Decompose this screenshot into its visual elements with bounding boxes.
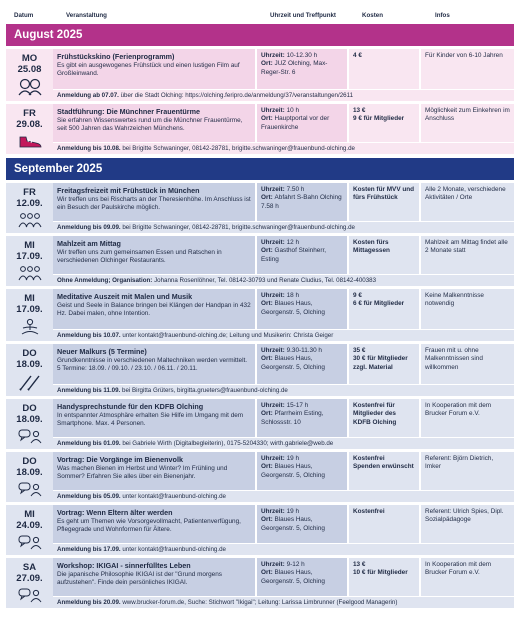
- registration-details: unter kontakt@frauenbund-olching.de: [120, 546, 226, 553]
- event-time-line: [261, 455, 343, 463]
- registration-deadline: Anmeldung bis 17.09.: [57, 546, 121, 553]
- time-label: Uhrzeit:: [261, 107, 287, 114]
- event-registration: [53, 597, 514, 608]
- event-day: 17.09.: [16, 304, 43, 315]
- event-cost: Kostenfrei für Mitglieder des KDFB Olching: [353, 402, 397, 426]
- event-cells: [53, 104, 514, 142]
- event-description-cell: [53, 399, 255, 437]
- event-time-place-cell: [257, 452, 347, 490]
- month-bar-september: September 2025: [6, 158, 514, 180]
- event-cost-cell: [349, 236, 419, 274]
- august-event-list: [6, 49, 514, 154]
- registration-details: unter kontakt@frauenbund-olching.de: [120, 493, 226, 500]
- event-place-line: [261, 355, 343, 372]
- event-body: [53, 344, 514, 396]
- event-info: Frauen mit u. ohne Malkenntnissen sind willkommen: [425, 347, 483, 371]
- event-description-cell: [53, 558, 255, 596]
- event-cost-cell: [349, 289, 419, 329]
- registration-deadline: Anmeldung bis 10.08.: [57, 145, 121, 152]
- event-cost: 13 € 9 € für Mitglieder: [353, 107, 405, 123]
- registration-deadline: Anmeldung bis 09.09.: [57, 224, 121, 231]
- event-cost: Kostenfrei: [353, 508, 385, 515]
- event-cost: Kosten fürs Mittagessen: [353, 239, 390, 255]
- group-icon: [17, 262, 43, 286]
- time-label: Uhrzeit:: [261, 455, 287, 462]
- event-place: Blaues Haus, Georgenstr. 5, Olching: [261, 355, 325, 371]
- event-place: Blaues Haus, Georgenstr. 5, Olching: [261, 516, 325, 532]
- event-registration: [53, 438, 514, 449]
- time-label: Uhrzeit:: [261, 402, 287, 409]
- registration-details: bei Gabriele Wirth (Digitalbegleiterin), 0175-5204330; wirth.gabriele@web.de: [120, 440, 334, 447]
- event-time: 19 h: [286, 455, 300, 462]
- event-description-cell: [53, 49, 255, 89]
- event-row: [6, 289, 514, 341]
- event-description: Wir treffen uns bei Rischarts an der Theresienhöhe. Im Anschluss ist ein Besuch der Paulskirche möglich.: [57, 196, 251, 212]
- chat-person-icon: [17, 478, 43, 502]
- event-weekday: FR: [23, 187, 36, 198]
- event-cells: [53, 236, 514, 274]
- event-place-line: [261, 410, 343, 427]
- event-description: Geist und Seele in Balance bringen bei Klängen der Handpan in 432 Hz. Dabei malen, ohne Intention.: [57, 302, 251, 318]
- event-body: [53, 505, 514, 555]
- event-place-line: [261, 463, 343, 480]
- registration-deadline: Ohne Anmeldung; Organisation:: [57, 277, 153, 284]
- event-day: 27.09.: [16, 573, 43, 584]
- col-header-uhrzeit: Uhrzeit und Treffpunkt: [270, 12, 336, 19]
- event-date: [6, 558, 53, 608]
- event-cost: Kosten für MVV und fürs Frühstück: [353, 186, 415, 202]
- event-body: [53, 289, 514, 341]
- event-time-line: [261, 239, 343, 247]
- event-info-cell: [421, 452, 514, 490]
- registration-details: bei Birgitta Grüters, birgitta.grueters@frauenbund-olching.de: [120, 387, 288, 394]
- event-row: [6, 558, 514, 608]
- event-time: 19 h: [286, 508, 300, 515]
- event-description: Es geht um Themen wie Vorsorgevollmacht, Patientenverfügung, Pflegegrade und Wohnformen für Ältere.: [57, 518, 241, 534]
- place-label: Ort:: [261, 516, 275, 524]
- event-place: Gasthof Steinherr, Esting: [261, 247, 327, 263]
- event-title: Neuer Malkurs (5 Termine): [57, 347, 147, 356]
- event-description-cell: [53, 344, 255, 384]
- event-place-line: [261, 247, 343, 264]
- event-place: Blaues Haus, Georgenstr. 5, Olching: [261, 463, 325, 479]
- event-day: 18.09.: [16, 359, 43, 370]
- event-day: 12.09.: [16, 198, 43, 209]
- event-registration: [53, 143, 514, 154]
- event-time: 15-17 h: [286, 402, 309, 409]
- event-cost-cell: [349, 452, 419, 490]
- time-label: Uhrzeit:: [261, 239, 287, 246]
- event-place: Blaues Haus, Georgenstr. 5, Olching: [261, 300, 325, 316]
- event-description: Grundkenntnisse in verschiedenen Maltechniken werden vermittelt. 5 Termine: 18.09. / 09.10. / 23.10. / 06.11. / 20.11.: [57, 357, 248, 373]
- event-description: Die japanische Philosophie IKIGAI ist der "Grund morgens aufzustehen". Finde dein persönliches IKIGAI.: [57, 571, 222, 587]
- event-weekday: MI: [24, 240, 35, 251]
- event-registration: [53, 275, 514, 286]
- event-day: 17.09.: [16, 251, 43, 262]
- event-time-line: [261, 347, 343, 355]
- event-cells: [53, 49, 514, 89]
- event-row: [6, 49, 514, 101]
- event-date: [6, 452, 53, 502]
- event-place-line: [261, 569, 343, 586]
- event-time: 10 h: [286, 107, 300, 114]
- event-cost: 13 € 10 € für Mitglieder: [353, 561, 408, 577]
- event-info: In Kooperation mit dem Brucker Forum e.V.: [425, 402, 492, 418]
- group-icon: [17, 209, 43, 233]
- event-time: 7.50 h: [286, 186, 305, 193]
- event-cost: 9 € 6 € für Mitglieder: [353, 292, 405, 308]
- event-description: In entspannter Atmosphäre erhalten Sie Hilfe im Umgang mit dem Smartphone. Max. 4 Personen.: [57, 412, 244, 428]
- event-info-cell: [421, 49, 514, 89]
- event-time-line: [261, 561, 343, 569]
- time-label: Uhrzeit:: [261, 186, 287, 193]
- registration-deadline: Anmeldung bis 05.09.: [57, 493, 121, 500]
- event-time-line: [261, 52, 343, 60]
- col-header-veranstaltung: Veranstaltung: [66, 12, 107, 19]
- event-time-line: [261, 508, 343, 516]
- event-body: [53, 183, 514, 233]
- event-weekday: SA: [22, 562, 37, 573]
- event-cost-cell: [349, 505, 419, 543]
- event-cost-cell: [349, 49, 419, 89]
- event-title: Meditative Auszeit mit Malen und Musik: [57, 292, 193, 301]
- event-weekday: DO: [22, 456, 37, 467]
- event-weekday: DO: [22, 403, 37, 414]
- event-info: Für Kinder von 6-10 Jahren: [425, 52, 503, 59]
- place-label: Ort:: [261, 115, 275, 123]
- event-cost-cell: [349, 183, 419, 221]
- event-cells: [53, 344, 514, 384]
- event-title: Vortrag: Die Vorgänge im Bienenvolk: [57, 455, 183, 464]
- event-time-place-cell: [257, 505, 347, 543]
- event-date: [6, 104, 53, 154]
- event-cost-cell: [349, 399, 419, 437]
- event-info-cell: [421, 183, 514, 221]
- place-label: Ort:: [261, 300, 275, 308]
- event-place-line: [261, 194, 343, 211]
- column-header-row: [6, 6, 514, 24]
- event-description-cell: [53, 289, 255, 329]
- event-title: Vortrag: Wenn Eltern älter werden: [57, 508, 173, 517]
- place-label: Ort:: [261, 194, 275, 202]
- event-time-place-cell: [257, 104, 347, 142]
- event-info: Referent: Björn Dietrich, Imker: [425, 455, 494, 471]
- event-info-cell: [421, 104, 514, 142]
- event-place-line: [261, 516, 343, 533]
- event-time-place-cell: [257, 183, 347, 221]
- event-body: [53, 452, 514, 502]
- event-place: JUZ Olching, Max-Reger-Str. 6: [261, 60, 328, 76]
- event-title: Handysprechstunde für den KDFB Olching: [57, 402, 204, 411]
- event-row: [6, 452, 514, 502]
- place-label: Ort:: [261, 569, 275, 577]
- event-title: Workshop: IKIGAI - sinnerfülltes Leben: [57, 561, 191, 570]
- chat-person-icon: [17, 531, 43, 555]
- paint-icon: [17, 370, 43, 396]
- event-weekday: MI: [24, 293, 35, 304]
- event-time-line: [261, 186, 343, 194]
- event-time: 18 h: [286, 292, 300, 299]
- event-date: [6, 505, 53, 555]
- event-description-cell: [53, 183, 255, 221]
- event-title: Frühstückskino (Ferienprogramm): [57, 52, 175, 61]
- event-weekday: MI: [24, 509, 35, 520]
- event-time-place-cell: [257, 289, 347, 329]
- event-row: [6, 104, 514, 154]
- time-label: Uhrzeit:: [261, 508, 287, 515]
- event-title: Freitagsfreizeit mit Frühstück in München: [57, 186, 200, 195]
- event-info: In Kooperation mit dem Brucker Forum e.V.: [425, 561, 492, 577]
- event-description: Sie erfahren Wissenswertes rund um die Münchner Frauentürme, seit 500 Jahren das Wahrzeichen Münchens.: [57, 117, 243, 133]
- event-date: [6, 289, 53, 341]
- event-place: Pfarrheim Esting, Schlossstr. 10: [261, 410, 324, 426]
- event-info-cell: [421, 289, 514, 329]
- registration-details: bei Brigitte Schwaninger, 08142-28781, brigitte.schwaninger@frauenbund-olching.de: [120, 224, 355, 231]
- registration-details: unter kontakt@frauenbund-olching.de; Leitung und Musikerin: Christa Geiger: [120, 332, 334, 339]
- event-info: Mahlzeit am Mittag findet alle 2 Monate statt: [425, 239, 508, 255]
- event-row: [6, 236, 514, 286]
- registration-deadline: Anmeldung bis 11.09.: [57, 387, 121, 394]
- col-header-infos: Infos: [435, 12, 450, 19]
- september-event-list: [6, 183, 514, 608]
- event-place: Abfahrt S-Bahn Olching 7.58 h: [261, 194, 342, 210]
- event-body: [53, 104, 514, 154]
- event-day: 18.09.: [16, 414, 43, 425]
- event-time-place-cell: [257, 558, 347, 596]
- registration-details: über die Stadt Olching: https://olching.feripro.de/anmeldung/37/veranstaltungen/2611: [118, 92, 354, 99]
- event-cells: [53, 505, 514, 543]
- event-registration: [53, 385, 514, 396]
- event-registration: [53, 222, 514, 233]
- event-title: Stadtführung: Die Münchner Frauentürme: [57, 107, 200, 116]
- event-description-cell: [53, 236, 255, 274]
- time-label: Uhrzeit:: [261, 347, 287, 354]
- col-header-kosten: Kosten: [362, 12, 383, 19]
- event-time: 9-12 h: [286, 561, 305, 568]
- event-info-cell: [421, 558, 514, 596]
- event-weekday: MO: [21, 53, 38, 64]
- event-day: 25.08: [17, 64, 42, 75]
- event-time-place-cell: [257, 399, 347, 437]
- time-label: Uhrzeit:: [261, 561, 287, 568]
- event-info: Keine Malkenntnisse notwendig: [425, 292, 484, 308]
- event-row: [6, 344, 514, 396]
- event-body: [53, 558, 514, 608]
- event-day: 24.09.: [16, 520, 43, 531]
- event-time-line: [261, 292, 343, 300]
- event-time-place-cell: [257, 344, 347, 384]
- event-day: 29.08.: [16, 119, 43, 130]
- event-place: Blaues Haus, Georgenstr. 5, Olching: [261, 569, 325, 585]
- chat-person-icon: [17, 425, 43, 449]
- event-date: [6, 236, 53, 286]
- place-label: Ort:: [261, 247, 275, 255]
- event-time-line: [261, 402, 343, 410]
- place-label: Ort:: [261, 355, 275, 363]
- event-place: Hauptportal vor der Frauenkirche: [261, 115, 330, 131]
- event-time: 9.30-11.30 h: [286, 347, 322, 354]
- event-time-place-cell: [257, 236, 347, 274]
- event-cost: 4 €: [353, 52, 362, 59]
- event-body: [53, 49, 514, 101]
- registration-details: bei Brigitte Schwaninger, 08142-28781, brigitte.schwaninger@frauenbund-olching.de: [120, 145, 355, 152]
- event-info: Möglichkeit zum Einkehren im Anschluss: [425, 107, 510, 123]
- event-cells: [53, 183, 514, 221]
- event-cells: [53, 289, 514, 329]
- event-title: Mahlzeit am Mittag: [57, 239, 121, 248]
- place-label: Ort:: [261, 60, 275, 68]
- event-time: 10-12.30 h: [286, 52, 318, 59]
- event-place-line: [261, 115, 343, 132]
- event-day: 18.09.: [16, 467, 43, 478]
- event-description: Was machen Bienen im Herbst und Winter? Im Frühling und Sommer? Erfahren Sie alles über ein Bienenjahr.: [57, 465, 228, 481]
- event-cells: [53, 558, 514, 596]
- event-place-line: [261, 300, 343, 317]
- shoe-icon: [17, 130, 43, 154]
- event-registration: [53, 330, 514, 341]
- event-date: [6, 49, 53, 101]
- event-info: Alle 2 Monate, verschiedene Aktivitäten / Orte: [425, 186, 506, 202]
- event-cost-cell: [349, 104, 419, 142]
- event-time-place-cell: [257, 49, 347, 89]
- event-date: [6, 344, 53, 396]
- event-cost-cell: [349, 344, 419, 384]
- registration-details: www.brucker-forum.de, Suche: Stichwort "Ikigai"; Leitung: Larissa Limbrunner (Feelgood Managerin): [120, 599, 398, 606]
- time-label: Uhrzeit:: [261, 292, 287, 299]
- event-info-cell: [421, 505, 514, 543]
- event-registration: [53, 90, 514, 101]
- event-time-line: [261, 107, 343, 115]
- registration-details: Johanna Rosenlöhner, Tel. 08142-30793 und Renate Cludius, Tel. 08142-400383: [152, 277, 377, 284]
- children-icon: [17, 75, 43, 101]
- event-weekday: FR: [23, 108, 36, 119]
- meditation-icon: [17, 315, 43, 341]
- event-cells: [53, 399, 514, 437]
- chat-person-icon: [17, 584, 43, 608]
- event-weekday: DO: [22, 348, 37, 359]
- registration-deadline: Anmeldung bis 10.07.: [57, 332, 121, 339]
- place-label: Ort:: [261, 463, 275, 471]
- time-label: Uhrzeit:: [261, 52, 287, 59]
- event-description-cell: [53, 505, 255, 543]
- event-registration: [53, 544, 514, 555]
- event-description-cell: [53, 452, 255, 490]
- event-date: [6, 399, 53, 449]
- event-info: Referent: Ulrich Spies, Dipl. Sozialpädagoge: [425, 508, 504, 524]
- registration-deadline: Anmeldung bis 20.09.: [57, 599, 121, 606]
- event-description-cell: [53, 104, 255, 142]
- event-info-cell: [421, 399, 514, 437]
- event-date: [6, 183, 53, 233]
- event-time: 12 h: [286, 239, 300, 246]
- event-info-cell: [421, 236, 514, 274]
- event-place-line: [261, 60, 343, 77]
- event-calendar: [6, 6, 514, 608]
- event-row: [6, 183, 514, 233]
- col-header-datum: Datum: [14, 12, 34, 19]
- place-label: Ort:: [261, 410, 275, 418]
- event-description: Wir treffen uns zum gemeinsamen Essen und Ratschen in verschiedenen Olchinger Restaurants.: [57, 249, 222, 265]
- event-row: [6, 399, 514, 449]
- event-cost: 35 € 30 € für Mitglieder zzgl. Material: [353, 347, 408, 371]
- event-body: [53, 236, 514, 286]
- event-row: [6, 505, 514, 555]
- registration-deadline: Anmeldung ab 07.07.: [57, 92, 119, 99]
- event-cost-cell: [349, 558, 419, 596]
- event-cost: Kostenfrei Spenden erwünscht: [353, 455, 414, 471]
- event-cells: [53, 452, 514, 490]
- event-info-cell: [421, 344, 514, 384]
- month-bar-august: August 2025: [6, 24, 514, 46]
- event-description: Es gibt ein ausgewogenes Frühstück und einen lustigen Film auf Großleinwand.: [57, 62, 240, 78]
- event-body: [53, 399, 514, 449]
- event-registration: [53, 491, 514, 502]
- registration-deadline: Anmeldung bis 01.09.: [57, 440, 121, 447]
